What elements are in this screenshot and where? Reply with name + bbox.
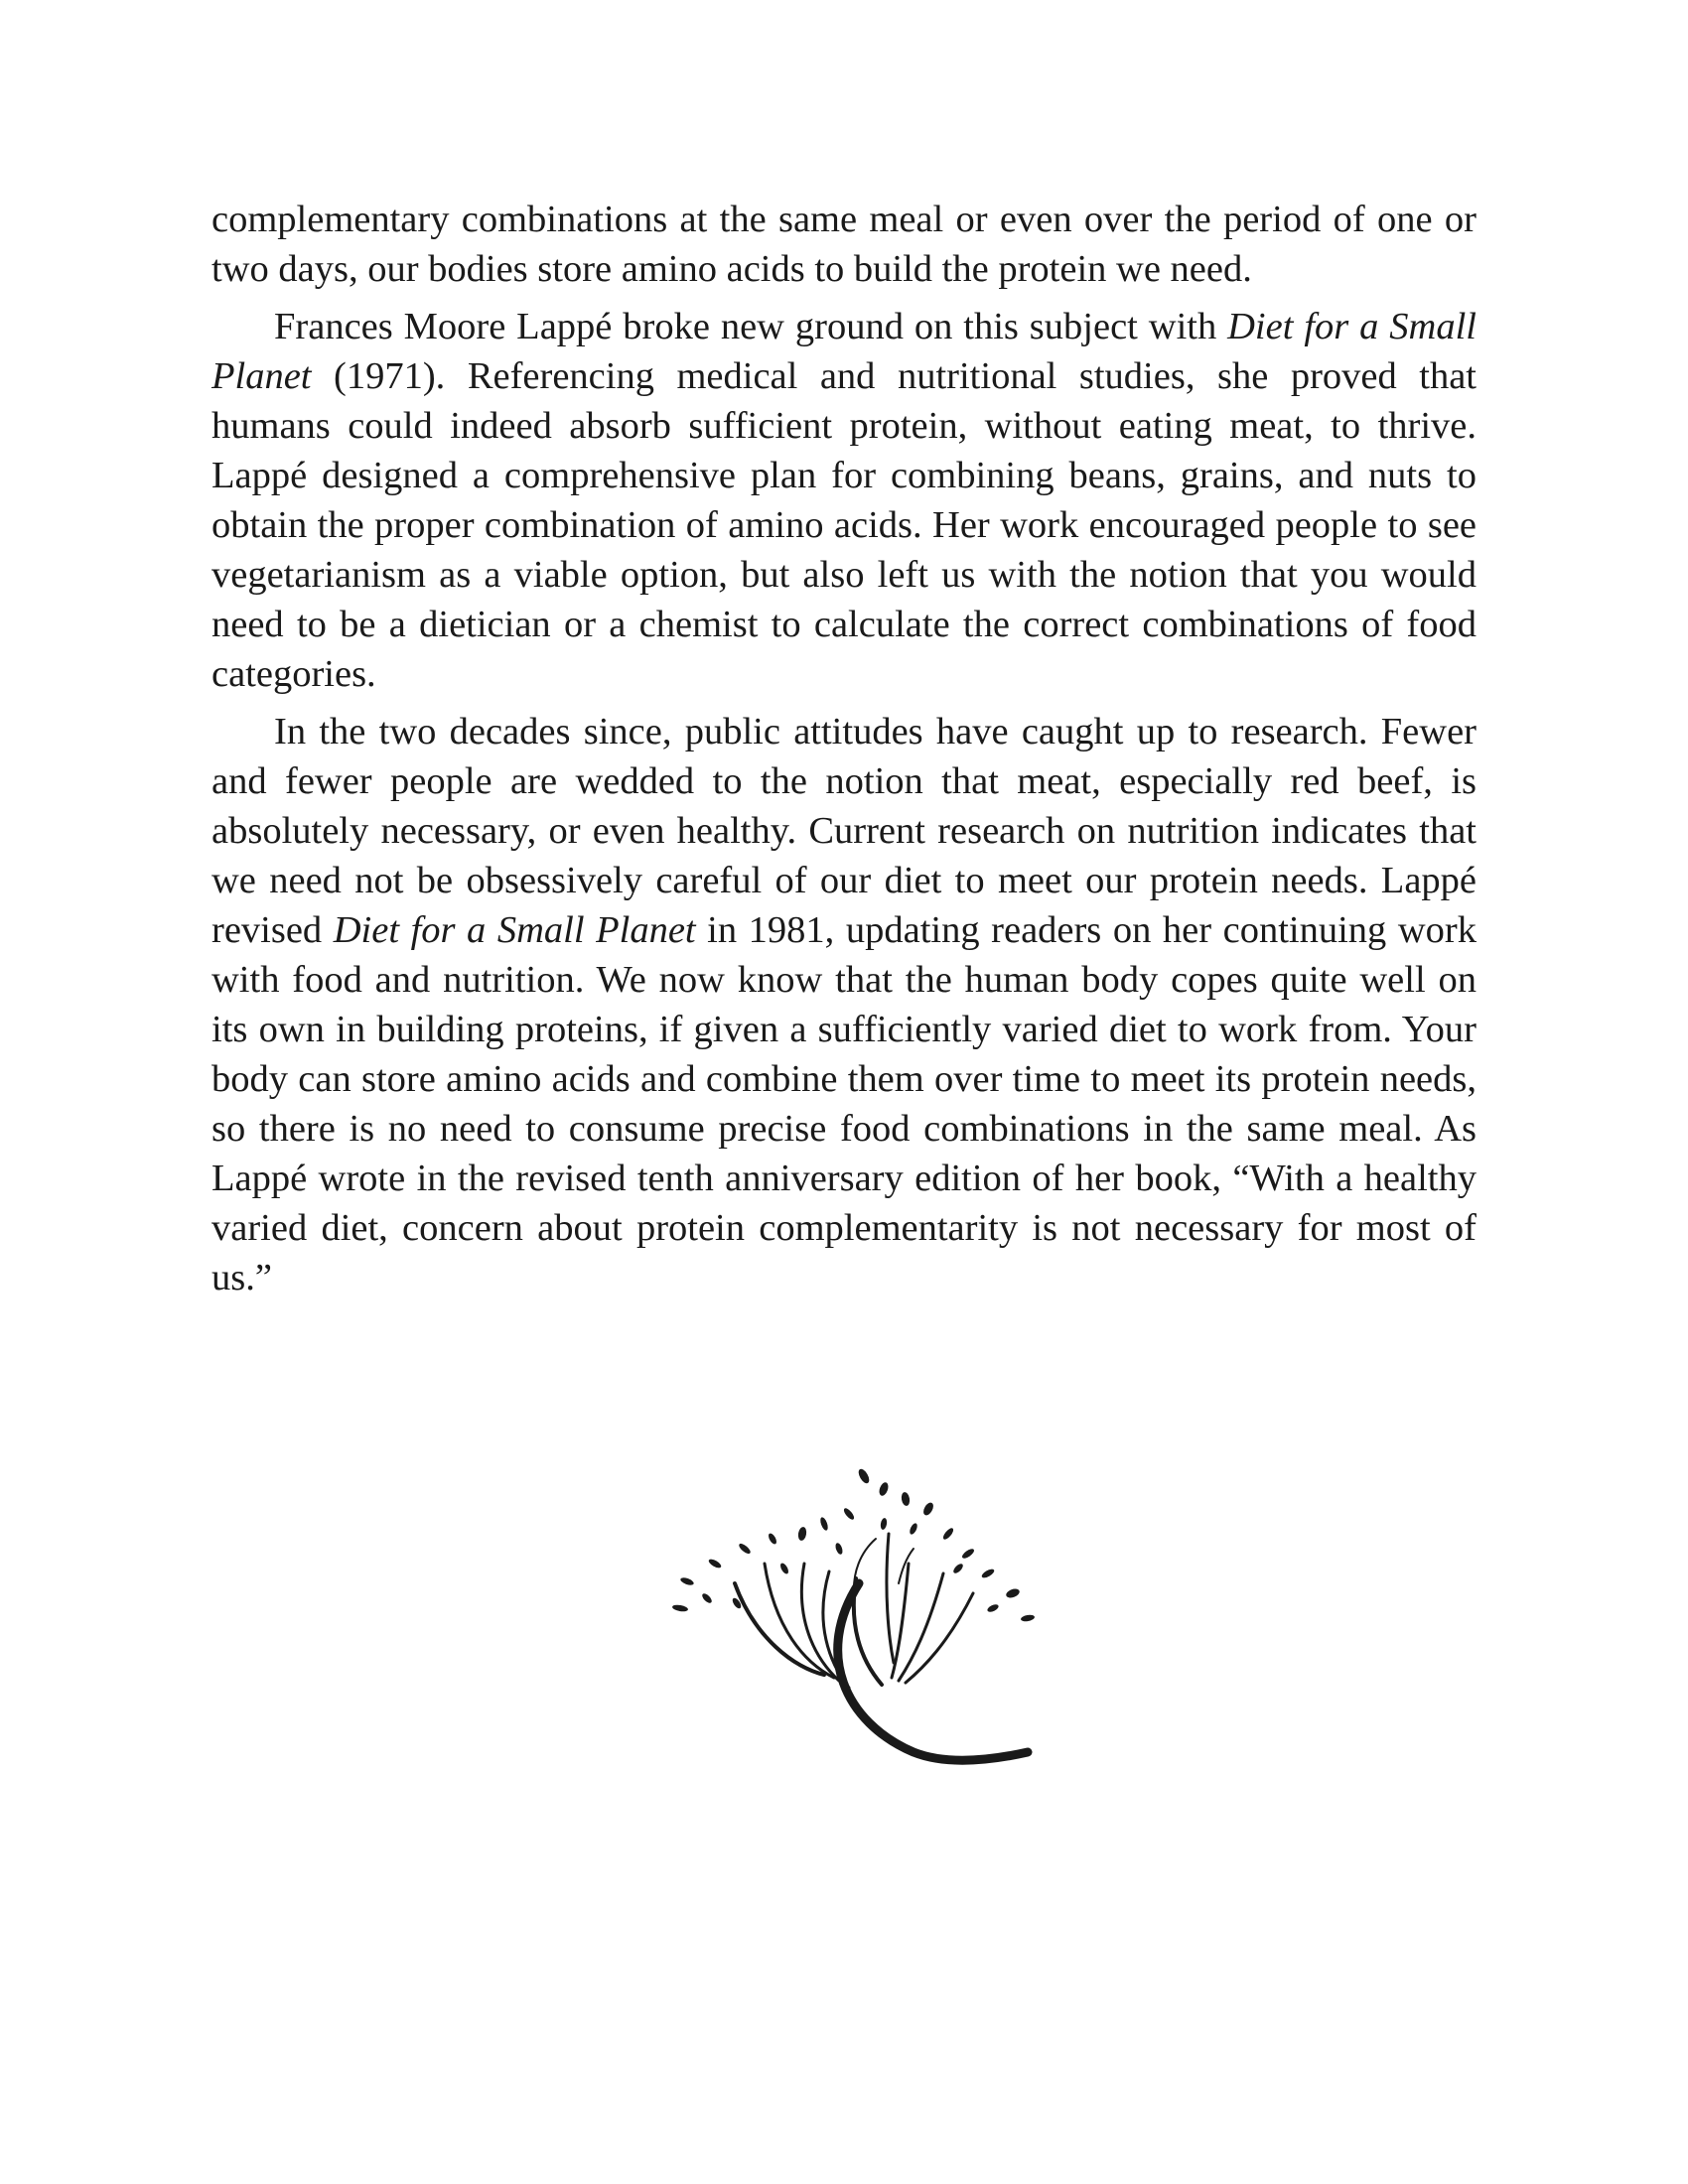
paragraph-text: (1971). Referencing medical and nutritional studies, she proved that humans could indeed absorb sufficient protein, without eating meat, to thrive. Lappé designed a comprehensive plan for combining beans, grains, and nuts to obtain the proper combination of amino acids. Her work encouraged people to see vegetarianism as a viable option, but also left us with the notion that you would need to be a dietician or a chemist to calculate the correct combinations of food categories. [211, 355, 1477, 695]
body-text [211, 195, 1477, 1310]
paragraph-text: In the two decades since, public attitudes have caught up to research. Fewer and fewer people are wedded to the notion that meat, especially red beef, is absolutely necessary, or even healthy. Current research on nutrition indicates that we need not be obsessively careful of our diet to meet our protein needs. Lappé revised [211, 711, 1477, 951]
paragraph-lappe-diet [211, 302, 1477, 699]
dandelion-tree-ornament-icon [645, 1454, 1062, 1782]
paragraph-text: Frances Moore Lappé broke new ground on this subject with [274, 306, 1228, 347]
paragraph-public-attitudes [211, 707, 1477, 1302]
paragraph-text: in 1981, updating readers on her continuing work with food and nutrition. We now know that the human body copes quite well on its own in building proteins, if given a sufficiently varied diet to work from. Your body can store amino acids and combine them over time to meet its protein needs, so there is no need to consume precise food combinations in the same meal. As Lappé wrote in the revised tenth anniversary edition of her book, “With a healthy varied diet, concern about protein complementarity is not necessary for most of us.” [211, 909, 1477, 1298]
book-title: Diet for a Small Planet [333, 909, 696, 951]
paragraph-continuation: complementary combinations at the same meal or even over the period of one or two days, our bodies store amino acids to build the protein we need. [211, 199, 1477, 290]
book-title: Diet for a Small Planet [211, 306, 1477, 397]
